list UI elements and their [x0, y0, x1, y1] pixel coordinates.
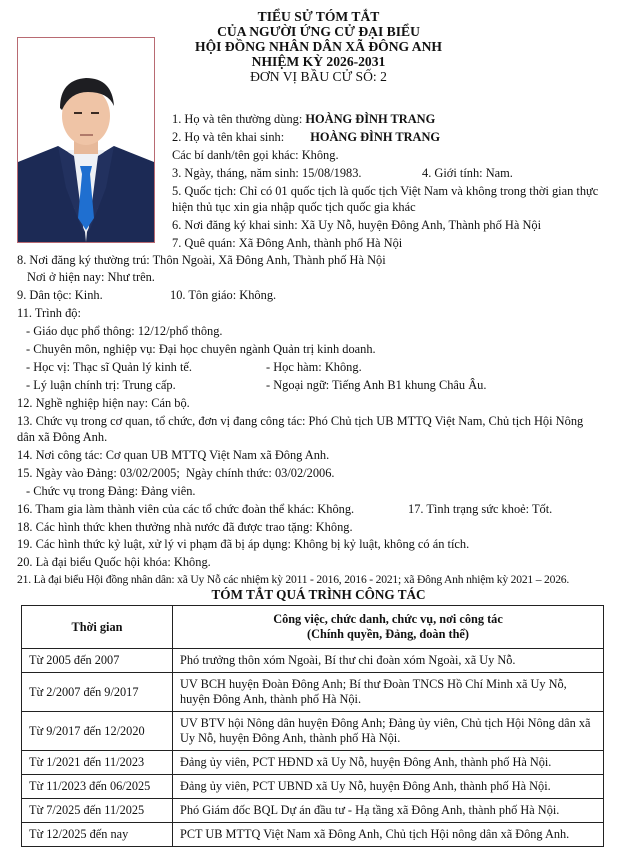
cell-description: Đảng ủy viên, PCT HĐND xã Uy Nỗ, huyện Đông Anh, thành phố Hà Nội. [173, 751, 604, 775]
field-major: - Chuyên môn, nghiệp vụ: Đại học chuyên ngành Quản trị kinh doanh. [26, 342, 376, 356]
field-academic-title: - Học hàm: Không. [266, 360, 362, 374]
cell-time: Từ 12/2025 đến nay [22, 823, 173, 847]
field-foreign-language: - Ngoại ngữ: Tiếng Anh B1 khung Châu Âu. [266, 378, 487, 392]
field-degree: - Học vị: Thạc sĩ Quản lý kinh tế. [26, 360, 192, 374]
cell-time: Từ 7/2025 đến 11/2025 [22, 799, 173, 823]
field-council-terms: 21. Là đại biểu Hội đồng nhân dân: xã Uy Nỗ các nhiệm kỳ 2011 - 2016, 2016 - 2021; xã Đông Anh nhiệm kỳ 2021 – 2026. [17, 573, 570, 586]
field-discipline: 19. Các hình thức kỷ luật, xử lý vi phạm đã bị áp dụng: Không bị kỷ luật, không có án tích. [17, 537, 470, 551]
field-national-assembly: 20. Là đại biểu Quốc hội khóa: Không. [17, 555, 211, 569]
cell-time: Từ 2005 đến 2007 [22, 649, 173, 673]
table-row [22, 751, 604, 775]
constituency-title: ĐƠN VỊ BẦU CỬ SỐ: 2 [250, 69, 387, 84]
field-education: 11. Trình độ: [17, 306, 81, 320]
doc-subtitle-1: CỦA NGƯỜI ỨNG CỬ ĐẠI BIỂU [217, 24, 420, 39]
cell-description: UV BTV hội Nông dân huyện Đông Anh; Đảng ủy viên, Chủ tịch Hội Nông dân xã Uy Nỗ, huyện Đông Anh, thành phố Hà Nội. [173, 712, 604, 751]
field-party-join-date: 15. Ngày vào Đảng: 03/02/2005; [17, 466, 180, 480]
field-birthplace: 6. Nơi đăng ký khai sinh: Xã Uy Nỗ, huyện Đông Anh, Thành phố Hà Nội [172, 218, 542, 232]
field-dob: 3. Ngày, tháng, năm sinh: 15/08/1983. [172, 166, 362, 180]
field-value: HOÀNG ĐÌNH TRANG [305, 112, 436, 126]
candidate-photo [17, 37, 155, 243]
column-header-time: Thời gian [22, 606, 173, 649]
cell-description: UV BCH huyện Đoàn Đông Anh; Bí thư Đoàn TNCS Hồ Chí Minh xã Uy Nỗ, huyện Đông Anh, thành phố Hà Nội. [173, 673, 604, 712]
cell-time: Từ 11/2023 đến 06/2025 [22, 775, 173, 799]
column-header-line-1: Công việc, chức danh, chức vụ, nơi công tác [273, 612, 503, 626]
field-gender: 4. Giới tính: Nam. [422, 166, 513, 180]
column-header-description [173, 606, 604, 649]
field-nationality-cont: hiện thủ tục xin gia nhập quốc tịch quốc gia khác [172, 200, 416, 214]
cell-time: Từ 2/2007 đến 9/2017 [22, 673, 173, 712]
field-residence: 8. Nơi đăng ký thường trú: Thôn Ngoài, Xã Đông Anh, Thành phố Hà Nội [17, 253, 386, 267]
field-religion: 10. Tôn giáo: Không. [170, 288, 277, 302]
cell-description: Phó trưởng thôn xóm Ngoài, Bí thư chi đoàn xóm Ngoài, xã Uy Nỗ. [173, 649, 604, 673]
term-title: NHIỆM KỲ 2026-2031 [251, 54, 386, 69]
field-current-residence: Nơi ở hiện nay: Như trên. [27, 270, 155, 284]
portrait-image [18, 38, 154, 242]
work-history-table [21, 605, 604, 847]
field-ethnicity: 9. Dân tộc: Kinh. [17, 288, 103, 302]
table-row [22, 799, 604, 823]
field-birth-name [172, 130, 440, 145]
work-history-title: TÓM TẮT QUÁ TRÌNH CÔNG TÁC [211, 587, 426, 602]
cell-time: Từ 9/2017 đến 12/2020 [22, 712, 173, 751]
field-aliases: Các bí danh/tên gọi khác: Không. [172, 148, 339, 162]
field-organizations: 16. Tham gia làm thành viên của các tổ chức đoàn thể khác: Không. [17, 502, 355, 516]
field-label: 2. Họ và tên khai sinh: [172, 130, 285, 144]
doc-subtitle-2: HỘI ĐỒNG NHÂN DÂN XÃ ĐÔNG ANH [195, 39, 442, 54]
table-header-row [22, 606, 604, 649]
field-value: HOÀNG ĐÌNH TRANG [310, 130, 441, 144]
column-header-line-2: (Chính quyền, Đảng, đoàn thể) [307, 627, 469, 641]
table-row [22, 673, 604, 712]
field-position: 13. Chức vụ trong cơ quan, tổ chức, đơn vị đang công tác: Phó Chủ tịch UB MTTQ Việt Nam, Chủ tịch Hội Nông [17, 414, 584, 428]
field-common-name [172, 112, 435, 127]
field-position-cont: dân xã Đông Anh. [17, 430, 108, 444]
cell-description: PCT UB MTTQ Việt Nam xã Đông Anh, Chủ tịch Hội nông dân xã Đông Anh. [173, 823, 604, 847]
field-hometown: 7. Quê quán: Xã Đông Anh, thành phố Hà Nội [172, 236, 403, 250]
field-label: 1. Họ và tên thường dùng: [172, 112, 306, 126]
field-party-position: - Chức vụ trong Đảng: Đảng viên. [26, 484, 196, 498]
table-row [22, 712, 604, 751]
field-occupation: 12. Nghề nghiệp hiện nay: Cán bộ. [17, 396, 190, 410]
table-row [22, 823, 604, 847]
field-awards: 18. Các hình thức khen thưởng nhà nước đã được trao tặng: Không. [17, 520, 353, 534]
field-general-education: - Giáo dục phổ thông: 12/12/phổ thông. [26, 324, 223, 338]
field-health: 17. Tình trạng sức khoẻ: Tốt. [408, 502, 553, 516]
cell-time: Từ 1/2021 đến 11/2023 [22, 751, 173, 775]
field-political-theory: - Lý luận chính trị: Trung cấp. [26, 378, 176, 392]
doc-title: TIỂU SỬ TÓM TẮT [257, 9, 380, 24]
field-nationality: 5. Quốc tịch: Chỉ có 01 quốc tịch là quốc tịch Việt Nam và không trong thời gian thực [172, 184, 599, 198]
field-workplace: 14. Nơi công tác: Cơ quan UB MTTQ Việt Nam xã Đông Anh. [17, 448, 330, 462]
field-party-official-date: Ngày chính thức: 03/02/2006. [186, 466, 335, 480]
cell-description: Phó Giám đốc BQL Dự án đầu tư - Hạ tầng xã Đông Anh, thành phố Hà Nội. [173, 799, 604, 823]
table-row [22, 649, 604, 673]
table-row [22, 775, 604, 799]
cell-description: Đảng ủy viên, PCT UBND xã Uy Nỗ, huyện Đông Anh, thành phố Hà Nội. [173, 775, 604, 799]
